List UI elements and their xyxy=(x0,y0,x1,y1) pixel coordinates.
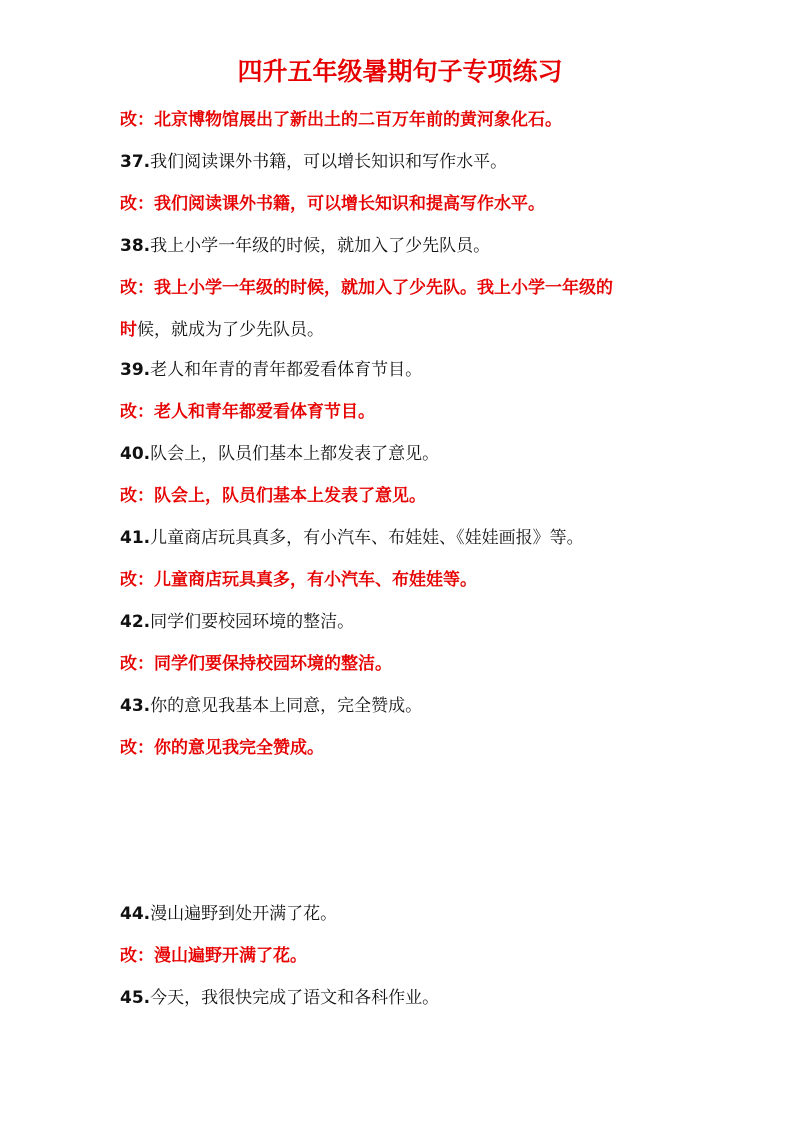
answer-prefix: 改： xyxy=(120,194,154,214)
answer-line-38 xyxy=(120,275,613,301)
question-line-37 xyxy=(120,149,507,175)
answer-text: 队会上，队员们基本上发表了意见。 xyxy=(154,486,426,506)
answer-text: 北京博物馆展出了新出土的二百万年前的黄河象化石。 xyxy=(154,110,562,130)
answer-line-41 xyxy=(120,567,477,593)
question-line-41 xyxy=(120,525,584,551)
question-number: 45. xyxy=(120,988,151,1008)
page-title: 四升五年级暑期句子专项练习 xyxy=(237,57,563,86)
answer-prefix: 改： xyxy=(120,278,154,298)
question-text: 你的意见我基本上同意，完全赞成。 xyxy=(150,696,423,716)
question-text: 同学们要校园环境的整洁。 xyxy=(150,612,355,632)
answer-text-continued: 候，就成为了少先队员。 xyxy=(137,320,324,340)
question-text: 今天，我很快完成了语文和各科作业。 xyxy=(150,988,440,1008)
question-text: 我上小学一年级的时候，就加入了少先队员。 xyxy=(150,236,491,256)
answer-text-continued-red: 时 xyxy=(120,320,137,340)
answer-line-38-continued xyxy=(120,317,324,343)
answer-prefix: 改： xyxy=(120,654,154,674)
question-text: 我们阅读课外书籍，可以增长知识和写作水平。 xyxy=(150,152,508,172)
question-line-40 xyxy=(120,441,439,467)
answer-text: 我们阅读课外书籍，可以增长知识和提高写作水平。 xyxy=(154,194,545,214)
answer-prefix: 改： xyxy=(120,110,154,130)
answer-line-44 xyxy=(120,943,307,969)
answer-prefix: 改： xyxy=(120,402,154,422)
answer-line-43 xyxy=(120,735,324,761)
question-text: 老人和年青的青年都爱看体育节目。 xyxy=(150,360,423,380)
question-number: 41. xyxy=(120,528,151,548)
question-number: 43. xyxy=(120,696,151,716)
question-number: 40. xyxy=(120,444,151,464)
question-number: 44. xyxy=(120,904,151,924)
answer-line-37 xyxy=(120,191,545,217)
question-number: 42. xyxy=(120,612,151,632)
question-number: 38. xyxy=(120,236,151,256)
answer-line-36 xyxy=(120,107,562,133)
answer-text: 我上小学一年级的时候，就加入了少先队。我上小学一年级的 xyxy=(154,278,613,298)
question-line-45 xyxy=(120,985,439,1011)
answer-line-39 xyxy=(120,399,375,425)
question-number: 39. xyxy=(120,360,151,380)
answer-text: 儿童商店玩具真多，有小汽车、布娃娃等。 xyxy=(154,570,477,590)
question-line-44 xyxy=(120,901,337,927)
question-line-43 xyxy=(120,693,422,719)
answer-text: 老人和青年都爱看体育节目。 xyxy=(154,402,375,422)
question-line-42 xyxy=(120,609,354,635)
answer-prefix: 改： xyxy=(120,486,154,506)
answer-line-42 xyxy=(120,651,392,677)
answer-prefix: 改： xyxy=(120,570,154,590)
question-text: 漫山遍野到处开满了花。 xyxy=(150,904,338,924)
answer-prefix: 改： xyxy=(120,738,154,758)
answer-line-40 xyxy=(120,483,426,509)
question-number: 37. xyxy=(120,152,151,172)
answer-text: 你的意见我完全赞成。 xyxy=(154,738,324,758)
question-line-39 xyxy=(120,357,422,383)
answer-prefix: 改： xyxy=(120,946,154,966)
question-text: 儿童商店玩具真多，有小汽车、布娃娃、《娃娃画报》等。 xyxy=(150,528,584,548)
answer-text: 漫山遍野开满了花。 xyxy=(154,946,307,966)
question-line-38 xyxy=(120,233,490,259)
question-text: 队会上，队员们基本上都发表了意见。 xyxy=(150,444,440,464)
answer-text: 同学们要保持校园环境的整洁。 xyxy=(154,654,392,674)
